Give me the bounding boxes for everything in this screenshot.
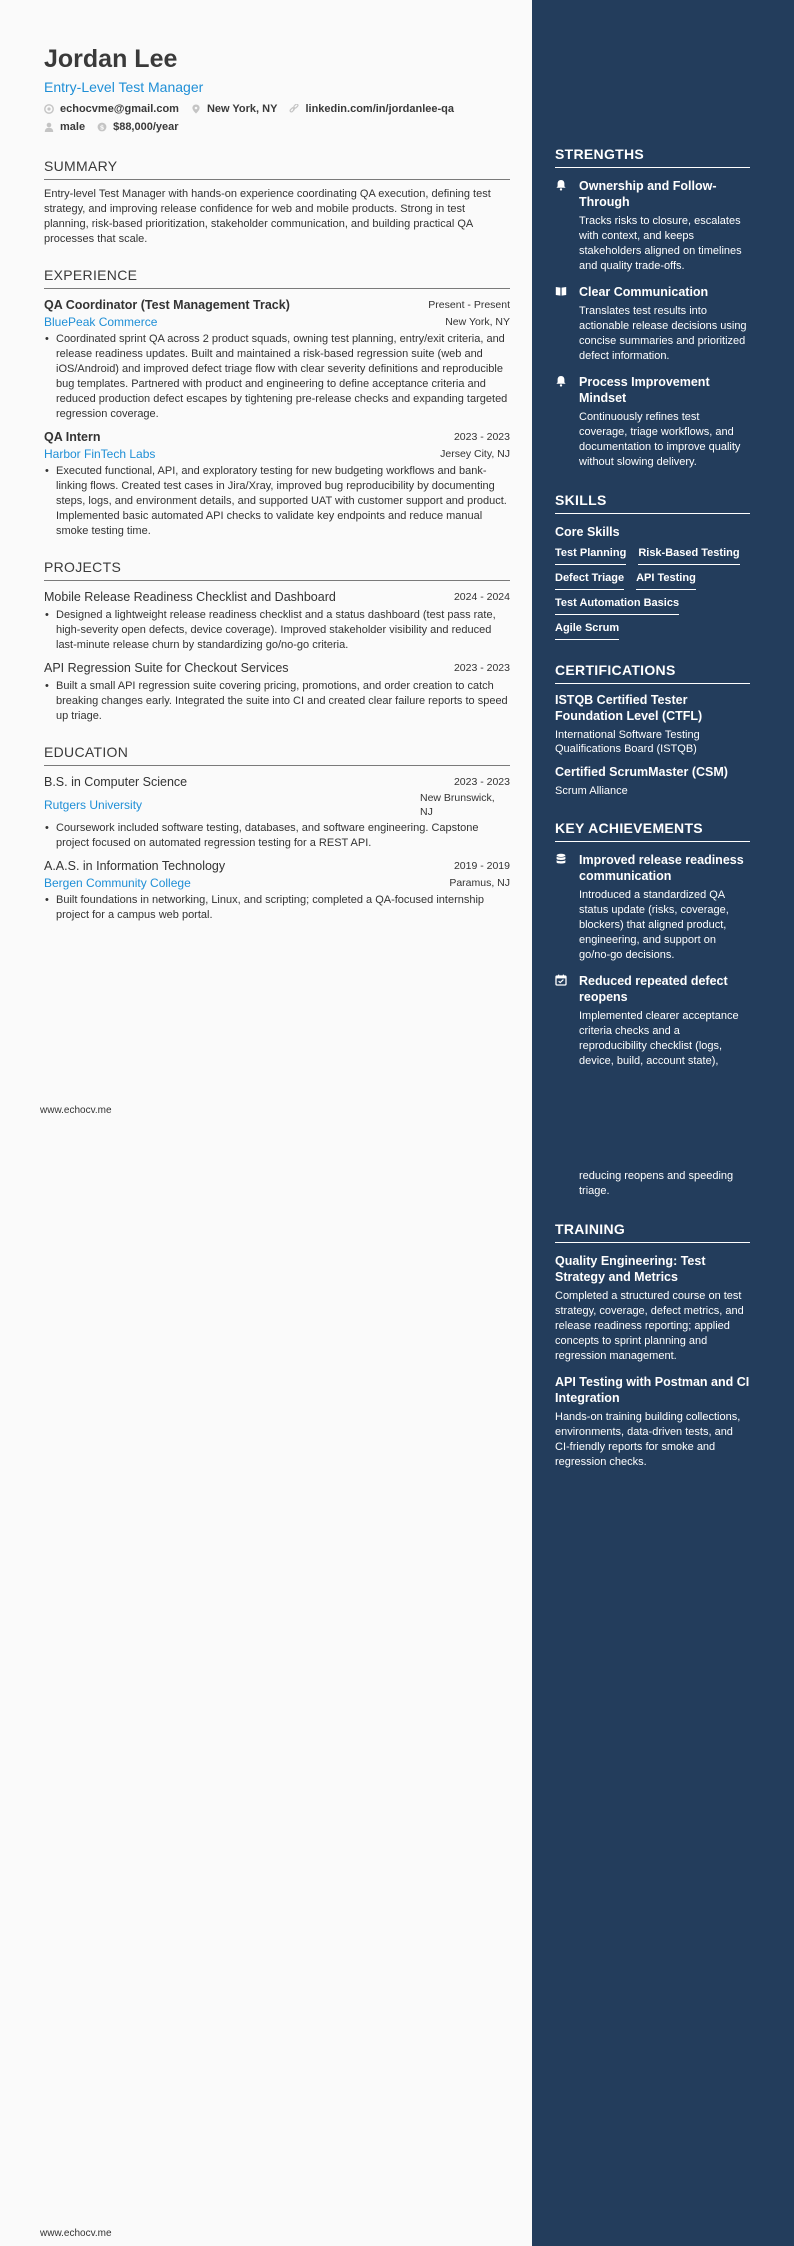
contact-email[interactable] <box>44 102 179 116</box>
certifications-heading: CERTIFICATIONS <box>555 662 750 684</box>
training-title: Quality Engineering: Test Strategy and Metrics <box>555 1254 706 1284</box>
money-icon <box>97 122 107 132</box>
candidate-name: Jordan Lee <box>44 45 178 73</box>
contact-location <box>191 102 278 116</box>
skill-tag: Test Automation Basics <box>555 596 679 615</box>
achievement-desc: Introduced a standardized QA status update (risks, coverage, blockers) that aligned product, engineering, and support on go/no-go decisions. <box>579 889 729 961</box>
sidebar-column <box>555 146 750 1470</box>
link-icon <box>289 104 299 114</box>
certification-issuer: International Software Testing Qualifications Board (ISTQB) <box>555 729 700 755</box>
school-location: Paramus, NJ <box>449 877 510 889</box>
achievement-item <box>555 852 750 963</box>
skills-subheading: Core Skills <box>555 525 620 539</box>
bell-icon <box>555 178 569 274</box>
strength-title: Clear Communication <box>579 285 709 299</box>
job-dates: 2023 - 2023 <box>453 431 510 443</box>
skill-tag: Defect Triage <box>555 571 624 590</box>
training-title: API Testing with Postman and CI Integration <box>555 1375 750 1405</box>
strength-title: Process Improvement Mindset <box>579 375 710 405</box>
job-role: QA Intern <box>44 430 101 444</box>
training-desc: Completed a structured course on test strategy, coverage, defect metrics, and release readiness reporting; applied concepts to sprint planning and regression management. <box>555 1290 744 1362</box>
candidate-title: Entry-Level Test Manager <box>44 79 204 95</box>
summary-heading: SUMMARY <box>44 158 510 180</box>
project-entry <box>44 660 510 724</box>
school-name[interactable]: Bergen Community College <box>44 876 191 890</box>
linkedin-text: linkedin.com/in/jordanlee-qa <box>305 103 454 115</box>
job-role: QA Coordinator (Test Management Track) <box>44 298 290 312</box>
achievement-desc-continued: reducing reopens and speeding triage. <box>579 1170 734 1197</box>
job-location: New York, NY <box>445 316 510 328</box>
footer-url-page-2[interactable]: www.echocv.me <box>40 2228 112 2239</box>
email-text: echocvme@gmail.com <box>60 103 179 115</box>
contact-salary <box>97 120 178 134</box>
skill-tag: Risk-Based Testing <box>638 546 739 565</box>
person-icon <box>44 122 54 132</box>
degree-name: B.S. in Computer Science <box>44 775 188 789</box>
job-company[interactable]: BluePeak Commerce <box>44 315 158 329</box>
degree-dates: 2023 - 2023 <box>453 776 510 788</box>
experience-entry <box>44 297 510 422</box>
strength-item <box>555 178 750 274</box>
school-location: New Brunswick, NJ <box>420 792 495 818</box>
gender-text: male <box>60 121 86 133</box>
training-desc: Hands-on training building collections, environments, data-driven tests, and CI-friendly reports for smoke and regression checks. <box>555 1411 741 1468</box>
achievement-item <box>555 973 750 1199</box>
achievement-desc: Implemented clearer acceptance criteria checks and a reproducibility checklist (logs, device, build, account state), <box>579 1010 739 1067</box>
skill-tag: Test Planning <box>555 546 626 565</box>
certification-name: ISTQB Certified Tester Foundation Level (CTFL) <box>555 693 703 723</box>
job-location: Jersey City, NJ <box>440 448 510 460</box>
achievement-title: Improved release readiness communication <box>579 853 744 883</box>
experience-entry <box>44 429 510 539</box>
training-heading: TRAINING <box>555 1221 750 1243</box>
map-pin-icon <box>191 104 201 114</box>
svg-text:$: $ <box>99 123 105 132</box>
education-entry <box>44 858 510 923</box>
project-dates: 2023 - 2023 <box>453 662 510 674</box>
project-name: Mobile Release Readiness Checklist and Dashboard <box>44 590 336 604</box>
skill-tag: API Testing <box>636 571 696 590</box>
skill-tags <box>555 546 750 640</box>
job-bullet: • Executed functional, API, and exploratory testing for new budgeting workflows and bank-linking flows. Created test cases in Jira/Xray, improved bug reproducibility by documenting steps, logs, and environment details, and supported UAT with customer support and product. Implemented basic automated API checks to validate key endpoints and reduce manual smoke testing time. <box>56 464 510 539</box>
strength-desc: Translates test results into actionable release decisions using concise summaries and prioritized defect information. <box>579 305 747 362</box>
project-bullet: • Built a small API regression suite covering pricing, promotions, and order creation to catch breaking changes early. Integrated the suite into CI and created clear failure reports to speed up triage. <box>56 679 510 724</box>
education-bullet: • Built foundations in networking, Linux, and scripting; completed a QA-focused internship project for a campus web portal. <box>56 893 510 923</box>
job-dates: Present - Present <box>428 299 510 311</box>
strength-desc: Continuously refines test coverage, triage workflows, and documentation to improve quality without slowing delivery. <box>579 411 741 468</box>
job-company[interactable]: Harbor FinTech Labs <box>44 447 156 461</box>
book-icon <box>555 284 569 364</box>
experience-heading: EXPERIENCE <box>44 267 510 289</box>
contact-row <box>44 102 510 116</box>
project-dates: 2024 - 2024 <box>453 591 510 603</box>
achievement-title: Reduced repeated defect reopens <box>579 974 728 1004</box>
salary-text: $88,000/year <box>113 121 179 133</box>
contact-gender <box>44 120 85 134</box>
strength-item <box>555 374 750 470</box>
database-icon <box>555 852 569 963</box>
calendar-icon <box>555 973 569 1199</box>
skill-tag: Agile Scrum <box>555 621 619 640</box>
project-name: API Regression Suite for Checkout Services <box>44 661 289 675</box>
certification-name: Certified ScrumMaster (CSM) <box>555 765 728 779</box>
strength-title: Ownership and Follow-Through <box>579 179 717 209</box>
school-name[interactable]: Rutgers University <box>44 798 143 812</box>
contact-linkedin[interactable] <box>289 102 454 116</box>
education-entry <box>44 774 510 851</box>
degree-dates: 2019 - 2019 <box>453 860 510 872</box>
contact-row-2 <box>44 120 510 134</box>
strengths-heading: STRENGTHS <box>555 146 750 168</box>
footer-url-page-1[interactable]: www.echocv.me <box>40 1105 112 1116</box>
bell-icon <box>555 374 569 470</box>
location-text: New York, NY <box>206 103 278 115</box>
job-bullet: • Coordinated sprint QA across 2 product squads, owning test planning, entry/exit criteria, and release readiness updates. Built and maintained a risk-based regression suite (web and iOS/Android) and improved defect triage flow with clear severity definitions and reproducible bug templates. Partnered with product and engineering to define acceptance criteria and reduced production defect escapes by tightening pre-release checks and expanding targeted regression coverage. <box>56 332 510 422</box>
summary-text: Entry-level Test Manager with hands-on experience coordinating QA execution, defining test strategy, and improving release confidence for web and mobile products. Strong in test planning, risk-based prioritization, stakeholder communication, and building practical QA processes that scale. <box>44 188 491 245</box>
strength-item <box>555 284 750 364</box>
projects-heading: PROJECTS <box>44 559 510 581</box>
education-heading: EDUCATION <box>44 744 510 766</box>
at-icon <box>44 104 54 114</box>
degree-name: A.A.S. in Information Technology <box>44 859 226 873</box>
project-bullet: • Designed a lightweight release readiness checklist and a status dashboard (test pass rate, high-severity open defects, device coverage). Improved stakeholder visibility and reduced last-minute release churn by standardizing go/no-go criteria. <box>56 608 510 653</box>
main-column <box>44 44 510 923</box>
skills-heading: SKILLS <box>555 492 750 514</box>
certification-issuer: Scrum Alliance <box>555 785 628 797</box>
education-bullet: • Coursework included software testing, databases, and software engineering. Capstone project focused on automated regression testing for a REST API. <box>56 821 510 851</box>
strength-desc: Tracks risks to closure, escalates with context, and keeps stakeholders aligned on timelines and quality trade-offs. <box>579 215 742 272</box>
achievements-heading: KEY ACHIEVEMENTS <box>555 820 750 842</box>
project-entry <box>44 589 510 653</box>
